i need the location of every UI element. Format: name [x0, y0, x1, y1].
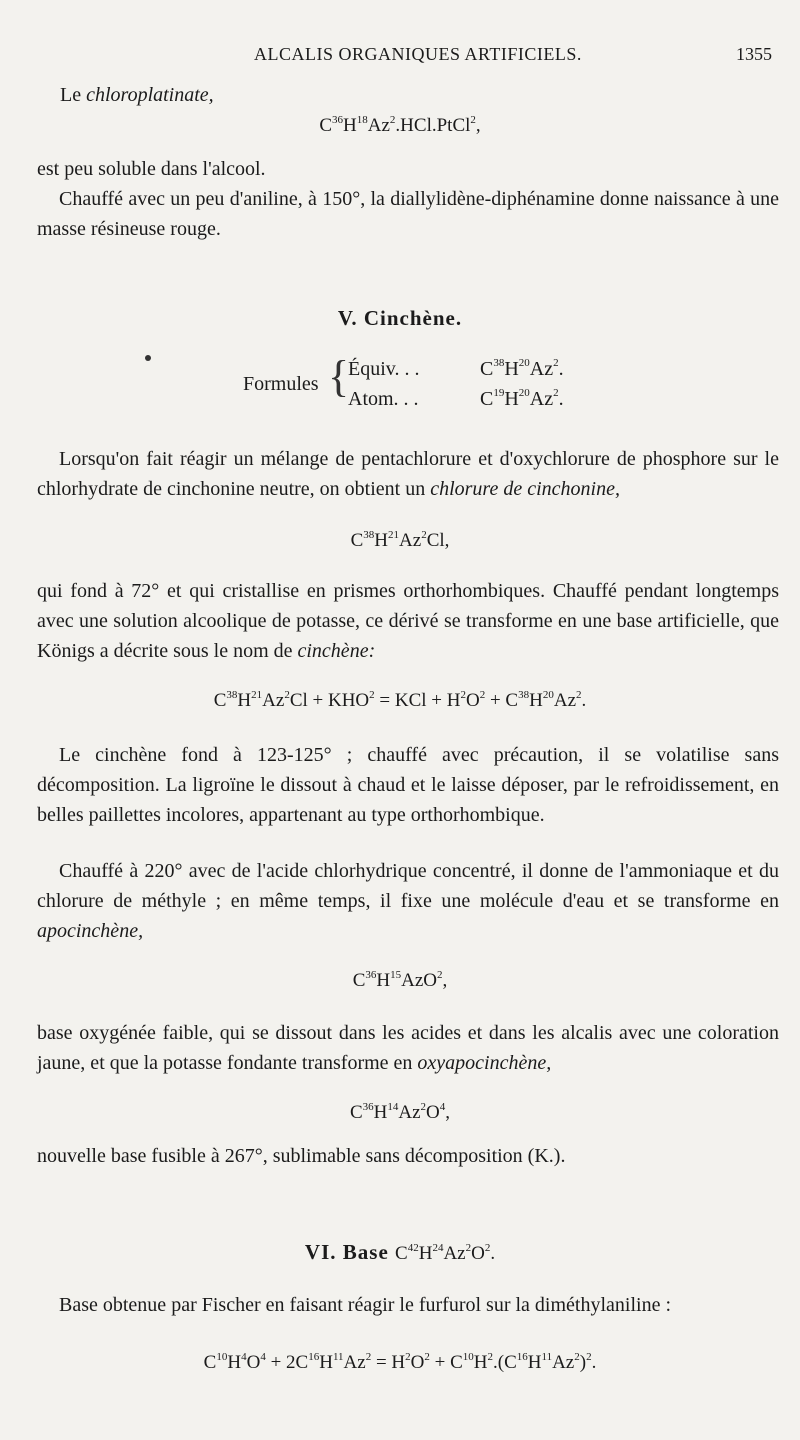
- running-header: [0, 44, 800, 70]
- atom-label: Atom. . .: [348, 388, 419, 410]
- paragraph-cinchene-properties: Le cinchène fond à 123-125° ; chauffé avec précaution, il se volatilise sans décomposition. La ligroïne le dissout à chaud et le laisse déposer, par le refroidissement, en belles paillettes incolores, appartenant au type orthorhombique.: [37, 744, 779, 826]
- ink-spot: [145, 355, 151, 361]
- paragraph-fischer: Base obtenue par Fischer en faisant réagir le furfurol sur la diméthylaniline :: [59, 1294, 672, 1316]
- brace: {: [328, 352, 350, 401]
- paragraph-base-fusible: nouvelle base fusible à 267°, sublimable sans décomposition (K.).: [37, 1145, 566, 1167]
- formulas-label: Formules: [243, 373, 319, 395]
- formula-chlorure-cinchonine: $C^{38}H^{21}Az^2Cl$,: [350, 528, 450, 551]
- formula-oxyapocinchene: $C^{36}H^{14}Az^2O^4$,: [349, 1100, 451, 1123]
- paragraph-solubility: est peu soluble dans l'alcool.: [37, 158, 266, 180]
- section-heading-cinchene: V. Cinchène.: [337, 306, 463, 330]
- heading-formula: $C^{42}H^{24}Az^2O^2$.: [395, 1241, 496, 1264]
- paragraph-chloroplatinate: Le chloroplatinate,: [60, 84, 214, 106]
- page-number: 1355: [736, 44, 772, 64]
- section-heading-base: VI. Base $C^{42}H^{24}Az^2O^2$.: [304, 1240, 496, 1264]
- running-title: ALCALIS ORGANIQUES ARTIFICIELS.: [254, 44, 582, 64]
- equiv-formula: $C^{38}H^{20}Az^2$.: [480, 357, 564, 380]
- atom-formula: $C^{19}H^{20}Az^2$.: [480, 387, 564, 410]
- paragraph-aniline: Chauffé avec un peu d'aniline, à 150°, la diallylidène-diphénamine donne naissance à une masse résineuse rouge.: [37, 188, 779, 240]
- paragraph-apocinchene: Chauffé à 220° avec de l'acide chlorhydrique concentré, il donne de l'ammoniaque et du chlorure de méthyle ; en même temps, il fixe une molécule d'eau et se transforme en apocinchène,: [37, 860, 779, 942]
- equiv-label: Équiv. . .: [348, 358, 420, 380]
- formula-chloroplatinate: $C^{36}H^{18}Az^2.HCl.PtCl^2$,: [319, 113, 481, 136]
- formula-furfurol-reaction: $C^{10}H^4O^4 + 2C^{16}H^{11}Az^2 = H^2O^2 + C^{10}H^2.(C^{16}H^{11}Az^2)^2$.: [203, 1350, 597, 1373]
- paragraph-pentachlorure: Lorsqu'on fait réagir un mélange de pentachlorure et d'oxychlorure de phosphore sur le chlorhydrate de cinchonine neutre, on obtient un chlorure de cinchonine,: [37, 448, 779, 500]
- paragraph-oxyapocinchene: base oxygénée faible, qui se dissout dans les acides et dans les alcalis avec une coloration jaune, et que la potasse fondante transforme en oxyapocinchène,: [37, 1022, 779, 1074]
- paragraph-cinchene-origin: qui fond à 72° et qui cristallise en prismes orthorhombiques. Chauffé pendant longtemps avec une solution alcoolique de potasse, ce dérivé se transforme en une base artificielle, que Königs a décrite sous le nom de cinchène:: [37, 580, 779, 662]
- formula-reaction-cinchene: $C^{38}H^{21}Az^2Cl + KHO^2$ = KCl + $H^2O^2 + C^{38}H^{20}Az^2$.: [213, 688, 587, 711]
- formula-apocinchene: $C^{36}H^{15}AzO^2$,: [352, 968, 448, 991]
